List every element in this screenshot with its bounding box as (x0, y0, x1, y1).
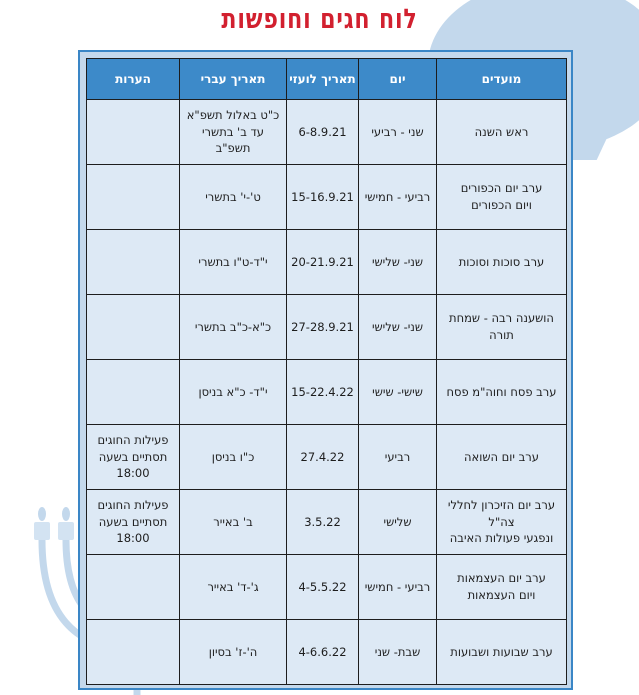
table-row (87, 360, 567, 425)
header-holiday: מועדים (437, 59, 567, 100)
holiday-cell-line: ערב יום הזיכרון לחללי צה"ל (447, 497, 556, 529)
holiday-cell (437, 490, 567, 555)
table-row (87, 165, 567, 230)
day-cell: שבת- שני (359, 620, 437, 685)
gregorian-date-cell: 4-6.6.22 (287, 620, 359, 685)
hebrew-date-cell-line: ג'-ד' באייר (207, 579, 259, 594)
notes-cell (87, 425, 180, 490)
hebrew-date-cell (180, 295, 287, 360)
day-cell: רביעי (359, 425, 437, 490)
table-row (87, 100, 567, 165)
hebrew-date-cell-line: ט'-י' בתשרי (205, 189, 261, 204)
holiday-cell (437, 360, 567, 425)
gregorian-date-cell: 6-8.9.21 (287, 100, 359, 165)
holiday-cell (437, 165, 567, 230)
holiday-cell-line: ערב סוכות וסוכות (458, 254, 545, 269)
notes-cell-line: פעילות החוגים (97, 432, 169, 447)
holiday-cell-line: ויום הכפורים (471, 198, 532, 212)
day-cell: שני- שלישי (359, 230, 437, 295)
hebrew-date-cell-line: ב' באייר (213, 514, 253, 529)
holiday-cell (437, 230, 567, 295)
hebrew-date-cell (180, 100, 287, 165)
holiday-cell-line: ראש השנה (474, 124, 529, 139)
notes-cell (87, 620, 180, 685)
holiday-cell-line: ונפגעי פעולות האיבה (449, 531, 554, 546)
table-row (87, 620, 567, 685)
table-row (87, 555, 567, 620)
day-cell: רביעי - חמישי (359, 555, 437, 620)
hebrew-date-cell-line: כ"ט באלול תשפ"א (186, 107, 280, 122)
notes-cell (87, 295, 180, 360)
hebrew-date-cell (180, 165, 287, 230)
holiday-cell (437, 295, 567, 360)
gregorian-date-cell: 27-28.9.21 (287, 295, 359, 360)
hebrew-date-cell-line: עד ב' בתשרי תשפ"ב (201, 124, 264, 156)
day-cell: שני- שלישי (359, 295, 437, 360)
hebrew-date-cell-line: י"ד-ט"ו בתשרי (198, 254, 268, 269)
notes-cell-line: תסתיים בשעה (98, 449, 168, 464)
holiday-cell (437, 555, 567, 620)
hebrew-date-cell (180, 620, 287, 685)
gregorian-date-cell: 4-5.5.22 (287, 555, 359, 620)
gregorian-date-cell: 15-16.9.21 (287, 165, 359, 230)
day-cell: רביעי - חמישי (359, 165, 437, 230)
holiday-cell (437, 425, 567, 490)
notes-cell (87, 555, 180, 620)
hebrew-date-cell (180, 360, 287, 425)
holiday-cell-line: ערב שבועות ושבועות (450, 644, 553, 659)
hebrew-date-cell (180, 555, 287, 620)
gregorian-date-cell: 20-21.9.21 (287, 230, 359, 295)
gregorian-date-cell: 15-22.4.22 (287, 360, 359, 425)
hebrew-date-cell (180, 425, 287, 490)
hebrew-date-cell-line: כ"א-כ"ב בתשרי (194, 319, 272, 334)
notes-cell (87, 165, 180, 230)
holidays-table (86, 58, 567, 685)
notes-cell-line: 18:00 (116, 466, 150, 481)
notes-cell-line: תסתיים בשעה 18:00 (98, 514, 168, 546)
table-row (87, 490, 567, 555)
gregorian-date-cell: 27.4.22 (287, 425, 359, 490)
holiday-cell-line: ויום העצמאות (467, 588, 536, 602)
table-row (87, 295, 567, 360)
day-cell: שלישי (359, 490, 437, 555)
header-day: יום (359, 59, 437, 100)
holiday-cell-line: ערב יום הכפורים (460, 181, 543, 196)
table-header-row (87, 59, 567, 100)
holiday-cell-line: ערב פסח וחוה"מ פסח (446, 384, 557, 399)
notes-cell (87, 490, 180, 555)
day-cell: שישי- שישי (359, 360, 437, 425)
hebrew-date-cell-line: כ"ו בניסן (211, 449, 255, 464)
day-cell: שני - רביעי (359, 100, 437, 165)
header-gregorian-date: תאריך לועזי (287, 59, 359, 100)
hebrew-date-cell (180, 490, 287, 555)
table-row (87, 230, 567, 295)
holiday-cell-line: הושענה רבה - שמחת תורה (449, 311, 554, 342)
holiday-cell (437, 100, 567, 165)
gregorian-date-cell: 3.5.22 (287, 490, 359, 555)
holiday-cell-line: ערב יום העצמאות (457, 571, 546, 586)
notes-cell (87, 100, 180, 165)
header-hebrew-date: תאריך עברי (180, 59, 287, 100)
notes-cell (87, 360, 180, 425)
hebrew-date-cell-line: י"ד- כ"א בניסן (198, 384, 268, 399)
hebrew-date-cell-line: ה'-ז' בסיון (208, 644, 258, 659)
notes-cell-line: פעילות החוגים (97, 497, 169, 512)
holiday-cell-line: ערב יום השואה (464, 449, 539, 464)
table-row (87, 425, 567, 490)
hebrew-date-cell (180, 230, 287, 295)
holiday-cell (437, 620, 567, 685)
header-notes: הערות (87, 59, 180, 100)
page-title: לוח חגים וחופשות (221, 4, 418, 35)
notes-cell (87, 230, 180, 295)
